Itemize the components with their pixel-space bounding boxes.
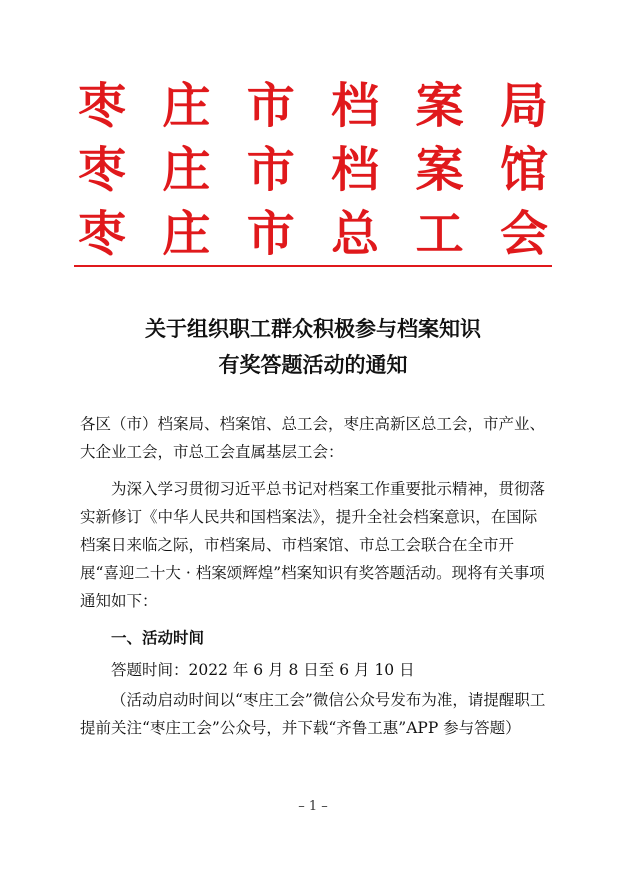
org-header-trade-union <box>78 206 548 262</box>
salutation: 各区（市）档案局、档案馆、总工会，枣庄高新区总工会，市产业、大企业工会，市总工会直属基层工会： <box>80 415 546 461</box>
org-char: 会 <box>499 206 548 262</box>
org-char: 枣 <box>78 78 127 134</box>
org-char: 档 <box>331 142 380 198</box>
org-header-archives-bureau <box>78 78 548 134</box>
org-char: 市 <box>246 142 295 198</box>
org-char: 案 <box>415 142 464 198</box>
org-char: 工 <box>415 206 464 262</box>
org-char: 庄 <box>162 206 211 262</box>
org-char: 案 <box>415 78 464 134</box>
org-char: 总 <box>331 206 380 262</box>
org-header-archives-museum <box>78 142 548 198</box>
org-char: 枣 <box>78 142 127 198</box>
org-char: 庄 <box>162 78 211 134</box>
org-char: 枣 <box>78 206 127 262</box>
org-char: 庄 <box>162 142 211 198</box>
org-char: 馆 <box>499 142 548 198</box>
document-title-line-1: 关于组织职工群众积极参与档案知识 <box>145 316 481 341</box>
org-char: 市 <box>246 206 295 262</box>
org-char: 局 <box>499 78 548 134</box>
activity-note: （活动启动时间以“枣庄工会”微信公众号发布为准，请提醒职工提前关注“枣庄工会”公众号，并下载“齐鲁工惠”APP 参与答题） <box>80 691 546 737</box>
body-paragraph: 为深入学习贯彻习近平总书记对档案工作重要批示精神，贯彻落实新修订《中华人民共和国档案法》，提升全社会档案意识，在国际档案日来临之际，市档案局、市档案馆、市总工会联合在全市开展“喜迎二十大 · 档案颂辉煌”档案知识有奖答题活动。现将有关事项通知如下： <box>80 480 546 610</box>
org-char: 档 <box>331 78 380 134</box>
red-header-divider <box>74 265 552 267</box>
section-heading-activity-time: 一、活动时间 <box>111 629 205 647</box>
org-char: 市 <box>246 78 295 134</box>
answer-time: 答题时间：2022 年 6 月 8 日至 6 月 10 日 <box>111 661 415 679</box>
document-title-line-2: 有奖答题活动的通知 <box>218 352 408 377</box>
page-number: – 1 – <box>298 799 328 814</box>
